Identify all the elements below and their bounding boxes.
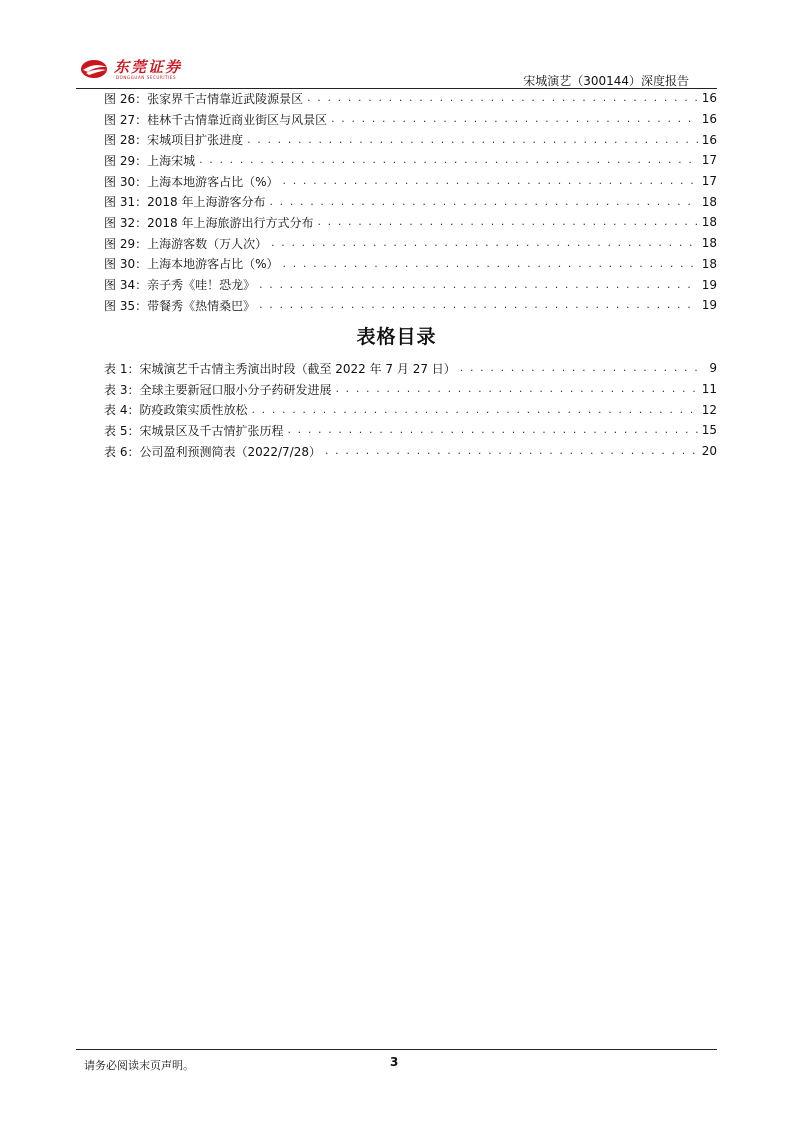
leader-dots: [259, 278, 698, 292]
table-list-heading: 表格目录: [356, 326, 437, 348]
figure-entry[interactable]: [104, 295, 717, 316]
leader-dots: [269, 195, 697, 209]
table-list: [104, 358, 717, 461]
table-entry[interactable]: [104, 420, 717, 441]
figure-entry-label: 图 28：宋城项目扩张进度: [104, 133, 244, 148]
figure-entry[interactable]: [104, 150, 717, 171]
leader-dots: [317, 215, 697, 229]
figure-entry-label: 图 29：上海游客数（万人次）: [104, 236, 268, 251]
leader-dots: [335, 382, 697, 396]
figure-entry-label: 图 27：桂林千古情靠近商业街区与风景区: [104, 112, 328, 127]
report-title: 宋城演艺（300144）深度报告: [523, 74, 689, 88]
table-entry[interactable]: [104, 441, 717, 462]
table-entry-page: 12: [701, 402, 717, 417]
logo-english-text: DONGGUAN SECURITIES: [116, 75, 177, 80]
figure-entry-page: 16: [701, 132, 717, 147]
figure-entry[interactable]: [104, 88, 717, 109]
leader-dots: [259, 298, 698, 312]
figure-entry-label: 图 34：亲子秀《哇！恐龙》: [104, 278, 256, 293]
leader-dots: [283, 257, 698, 271]
figure-entry-label: 图 35：带餐秀《热情桑巴》: [104, 298, 256, 313]
table-entry[interactable]: [104, 399, 717, 420]
table-entry-label: 表 5：宋城景区及千古情扩张历程: [104, 423, 284, 438]
figure-entry[interactable]: [104, 191, 717, 212]
leader-dots: [331, 112, 698, 126]
figure-entry-page: 19: [701, 298, 717, 313]
table-entry-label: 表 4：防疫政策实质性放松: [104, 403, 248, 418]
logo-chinese-text: 东莞证券: [114, 58, 183, 76]
figure-entry[interactable]: [104, 212, 717, 233]
figure-entry-page: 18: [701, 215, 717, 230]
footer-divider: [76, 1049, 717, 1050]
disclaimer-note: 请务必阅读末页声明。: [84, 1059, 194, 1072]
leader-dots: [325, 444, 698, 458]
leader-dots: [283, 174, 698, 188]
table-entry-label: 表 6：公司盈利预测简表（2022/7/28）: [104, 444, 321, 459]
figure-entry-page: 19: [701, 277, 717, 292]
figure-entry-label: 图 29：上海宋城: [104, 153, 196, 168]
figure-entry[interactable]: [104, 274, 717, 295]
figure-entry-label: 图 32：2018 年上海旅游出行方式分布: [104, 215, 314, 230]
figure-entry[interactable]: [104, 171, 717, 192]
table-entry-label: 表 3：全球主要新冠口服小分子药研发进展: [104, 382, 332, 397]
page-number: 3: [390, 1055, 399, 1069]
figure-entry-label: 图 30：上海本地游客占比（%）: [104, 174, 279, 189]
table-entry[interactable]: [104, 379, 717, 400]
figure-entry-page: 18: [701, 236, 717, 251]
figure-entry[interactable]: [104, 109, 717, 130]
leader-dots: [199, 153, 698, 167]
figure-entry-page: 18: [701, 194, 717, 209]
figure-entry-label: 图 30：上海本地游客占比（%）: [104, 257, 279, 272]
leader-dots: [251, 403, 697, 417]
company-logo: [80, 56, 220, 82]
table-entry[interactable]: [104, 358, 717, 379]
figure-entry-label: 图 31：2018 年上海游客分布: [104, 195, 266, 210]
figure-entry-page: 16: [701, 112, 717, 127]
table-entry-page: 20: [701, 444, 717, 459]
table-entry-page: 15: [701, 423, 717, 438]
figure-entry[interactable]: [104, 233, 717, 254]
table-entry-label: 表 1：宋城演艺千古情主秀演出时段（截至 2022 年 7 月 27 日）: [104, 361, 456, 376]
leader-dots: [247, 133, 698, 147]
figure-entry[interactable]: [104, 129, 717, 150]
logo-mark-icon: [80, 58, 110, 80]
figure-entry-label: 图 26：张家界千古情靠近武陵源景区: [104, 91, 304, 106]
page-header: [76, 56, 717, 91]
table-entry-page: 11: [701, 382, 717, 397]
figure-entry-page: 17: [701, 153, 717, 168]
figure-entry[interactable]: [104, 254, 717, 275]
figure-list: [104, 88, 717, 316]
table-entry-page: 9: [709, 361, 717, 376]
leader-dots: [287, 423, 697, 437]
figure-entry-page: 16: [701, 91, 717, 106]
figure-entry-page: 18: [701, 256, 717, 271]
leader-dots: [271, 236, 698, 250]
figure-entry-page: 17: [701, 174, 717, 189]
leader-dots: [307, 91, 698, 105]
leader-dots: [460, 361, 699, 375]
